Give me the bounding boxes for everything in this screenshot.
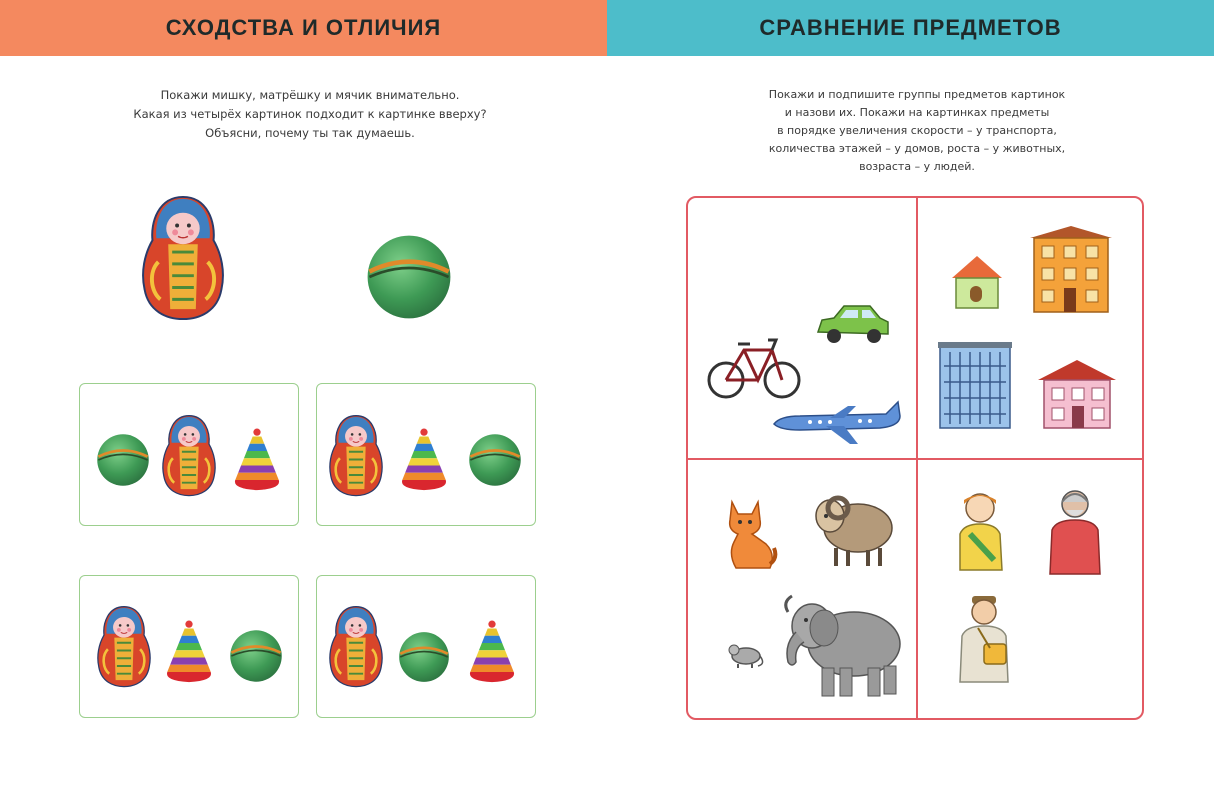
instruction-line: Какая из четырёх картинок подходит к картинке вверху? (133, 107, 487, 121)
instruction-line: Покажи мишку, матрёшку и мячик внимательно. (160, 88, 460, 102)
matryoshka-icon (327, 412, 385, 498)
child-icon[interactable] (950, 490, 1012, 574)
small-house-icon[interactable] (946, 250, 1008, 312)
instruction-line: Объясни, почему ты так думаешь. (205, 126, 415, 140)
pyramid-icon (463, 618, 521, 684)
instruction-line: и назови их. Покажи на картинках предметы (784, 106, 1050, 119)
elephant-icon[interactable] (778, 588, 908, 700)
matryoshka-icon (138, 193, 228, 321)
ball-icon (364, 232, 454, 322)
right-instruction (667, 86, 1167, 176)
bicycle-icon[interactable] (706, 328, 802, 404)
instruction-line: возраста – у людей. (859, 160, 975, 173)
pyramid-icon (395, 426, 453, 492)
blue-building-icon[interactable] (936, 338, 1014, 430)
option-card-2[interactable] (316, 383, 536, 526)
matryoshka-icon (327, 602, 385, 690)
right-page-title: СРАВНЕНИЕ ПРЕДМЕТОВ (607, 0, 1214, 56)
matryoshka-icon (160, 412, 218, 498)
car-icon[interactable] (814, 302, 892, 346)
pyramid-icon (228, 426, 286, 492)
instruction-line: количества этажей – у домов, роста – у животных, (768, 142, 1066, 155)
right-page (607, 0, 1214, 804)
mouse-icon[interactable] (724, 638, 766, 668)
ball-icon (467, 432, 523, 488)
cat-icon[interactable] (722, 498, 778, 572)
ball-icon (397, 630, 451, 684)
grandfather-icon[interactable] (1044, 488, 1106, 576)
instruction-line: Покажи и подпишите группы предметов картинок (768, 88, 1066, 101)
ram-icon[interactable] (808, 488, 896, 570)
pink-house-icon[interactable] (1036, 358, 1118, 430)
man-icon[interactable] (954, 594, 1016, 684)
left-instruction (80, 86, 540, 143)
instruction-line: в порядке увеличения скорости – у транспорта, (777, 124, 1057, 137)
left-page-title: СХОДСТВА И ОТЛИЧИЯ (0, 0, 607, 56)
matryoshka-icon (95, 602, 153, 690)
pyramid-icon (160, 618, 218, 684)
option-card-1[interactable] (79, 383, 299, 526)
option-card-4[interactable] (316, 575, 536, 718)
airplane-icon[interactable] (770, 396, 902, 448)
grid-divider (688, 458, 1142, 460)
orange-building-icon[interactable] (1028, 224, 1114, 314)
ball-icon (95, 432, 151, 488)
comparison-grid (686, 196, 1144, 720)
ball-icon (228, 628, 284, 684)
option-card-3[interactable] (79, 575, 299, 718)
